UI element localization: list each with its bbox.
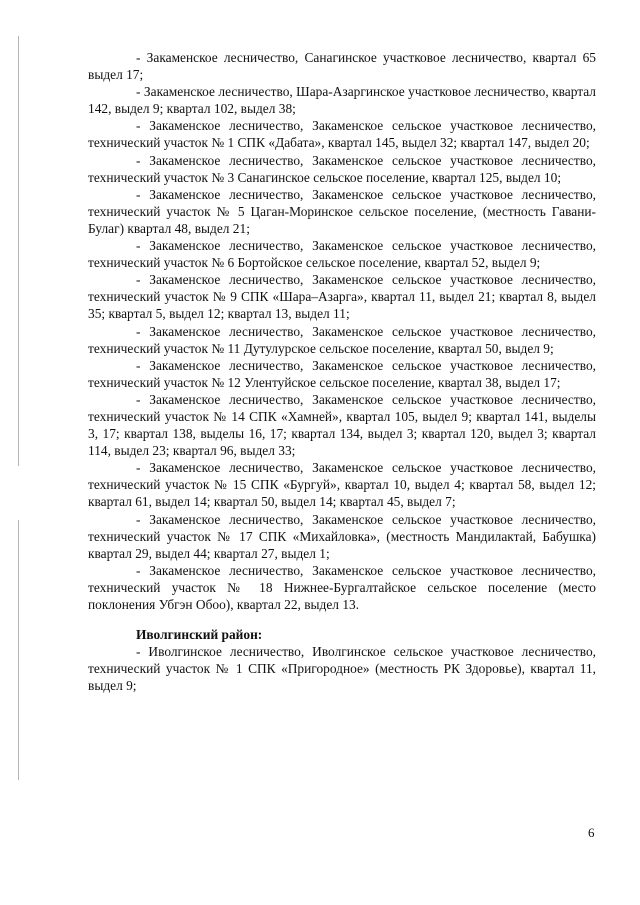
- document-body: [88, 49, 596, 694]
- list-item: - Закаменское лесничество, Закаменское сельское участковое лесничество, технический участок № 12 Улентуйское сельское поселение, квартал 38, выдел 17;: [88, 357, 596, 390]
- list-item: - Закаменское лесничество, Закаменское сельское участковое лесничество, технический участок № 17 СПК «Михайловка», (местность Мандилактай, Бабушка) квартал 29, выдел 44; квартал 27, выдел 1;: [88, 511, 596, 561]
- list-item: - Закаменское лесничество, Закаменское сельское участковое лесничество, технический участок № 5 Цаган-Моринское сельское поселение, (местность Гавани-Булаг) квартал 48, выдел 21;: [88, 186, 596, 236]
- list-item: - Закаменское лесничество, Закаменское сельское участковое лесничество, технический участок № 9 СПК «Шара–Азарга», квартал 11, выдел 21; квартал 8, выдел 35; квартал 5, выдел 12; квартал 13, выдел 11;: [88, 272, 596, 322]
- list-item: - Закаменское лесничество, Закаменское сельское участковое лесничество, технический участок № 6 Бортойское сельское поселение, квартал 52, выдел 9;: [88, 238, 596, 271]
- section-heading: Иволгинский район:: [136, 627, 263, 643]
- list-item: - Закаменское лесничество, Закаменское сельское участковое лесничество, технический участок № 15 СПК «Бургуй», квартал 10, выдел 4; квартал 58, выдел 12; квартал 61, выдел 14; квартал 50, выдел 14; квартал 45, выдел 7;: [88, 460, 596, 510]
- list-item: - Закаменское лесничество, Шара-Азаргинское участковое лесничество, квартал 142, выдел 9; квартал 102, выдел 38;: [88, 84, 596, 117]
- list-item: - Закаменское лесничество, Закаменское сельское участковое лесничество, технический участок № 14 СПК «Хамней», квартал 105, выдел 9; квартал 141, выделы 3, 17; квартал 138, выделы 16, 17; квартал 134, выдел 3; квартал 120, выдел 3; квартал 114, выдел 23; квартал 96, выдел 33;: [88, 391, 596, 459]
- list-item: - Иволгинское лесничество, Иволгинское сельское участковое лесничество, технический участок № 1 СПК «Пригородное» (местность РК Здоровье), квартал 11, выдел 9;: [88, 644, 596, 694]
- list-item: - Закаменское лесничество, Закаменское сельское участковое лесничество, технический участок № 18 Нижнее-Бургалтайское сельское поселение (место поклонения Убгэн Обоо), квартал 22, выдел 13.: [88, 562, 596, 612]
- list-item: - Закаменское лесничество, Закаменское сельское участковое лесничество, технический участок № 11 Дутулурское сельское поселение, квартал 50, выдел 9;: [88, 323, 596, 356]
- list-item: - Закаменское лесничество, Закаменское сельское участковое лесничество, технический участок № 1 СПК «Дабата», квартал 145, выдел 32; квартал 147, выдел 20;: [88, 118, 596, 151]
- scan-margin-line: [18, 520, 19, 780]
- scan-margin-line: [18, 36, 19, 466]
- list-item: - Закаменское лесничество, Санагинское участковое лесничество, квартал 65 выдел 17;: [88, 50, 596, 83]
- page-number: 6: [588, 825, 595, 840]
- list-item: - Закаменское лесничество, Закаменское сельское участковое лесничество, технический участок № 3 Санагинское сельское поселение, квартал 125, выдел 10;: [88, 152, 596, 185]
